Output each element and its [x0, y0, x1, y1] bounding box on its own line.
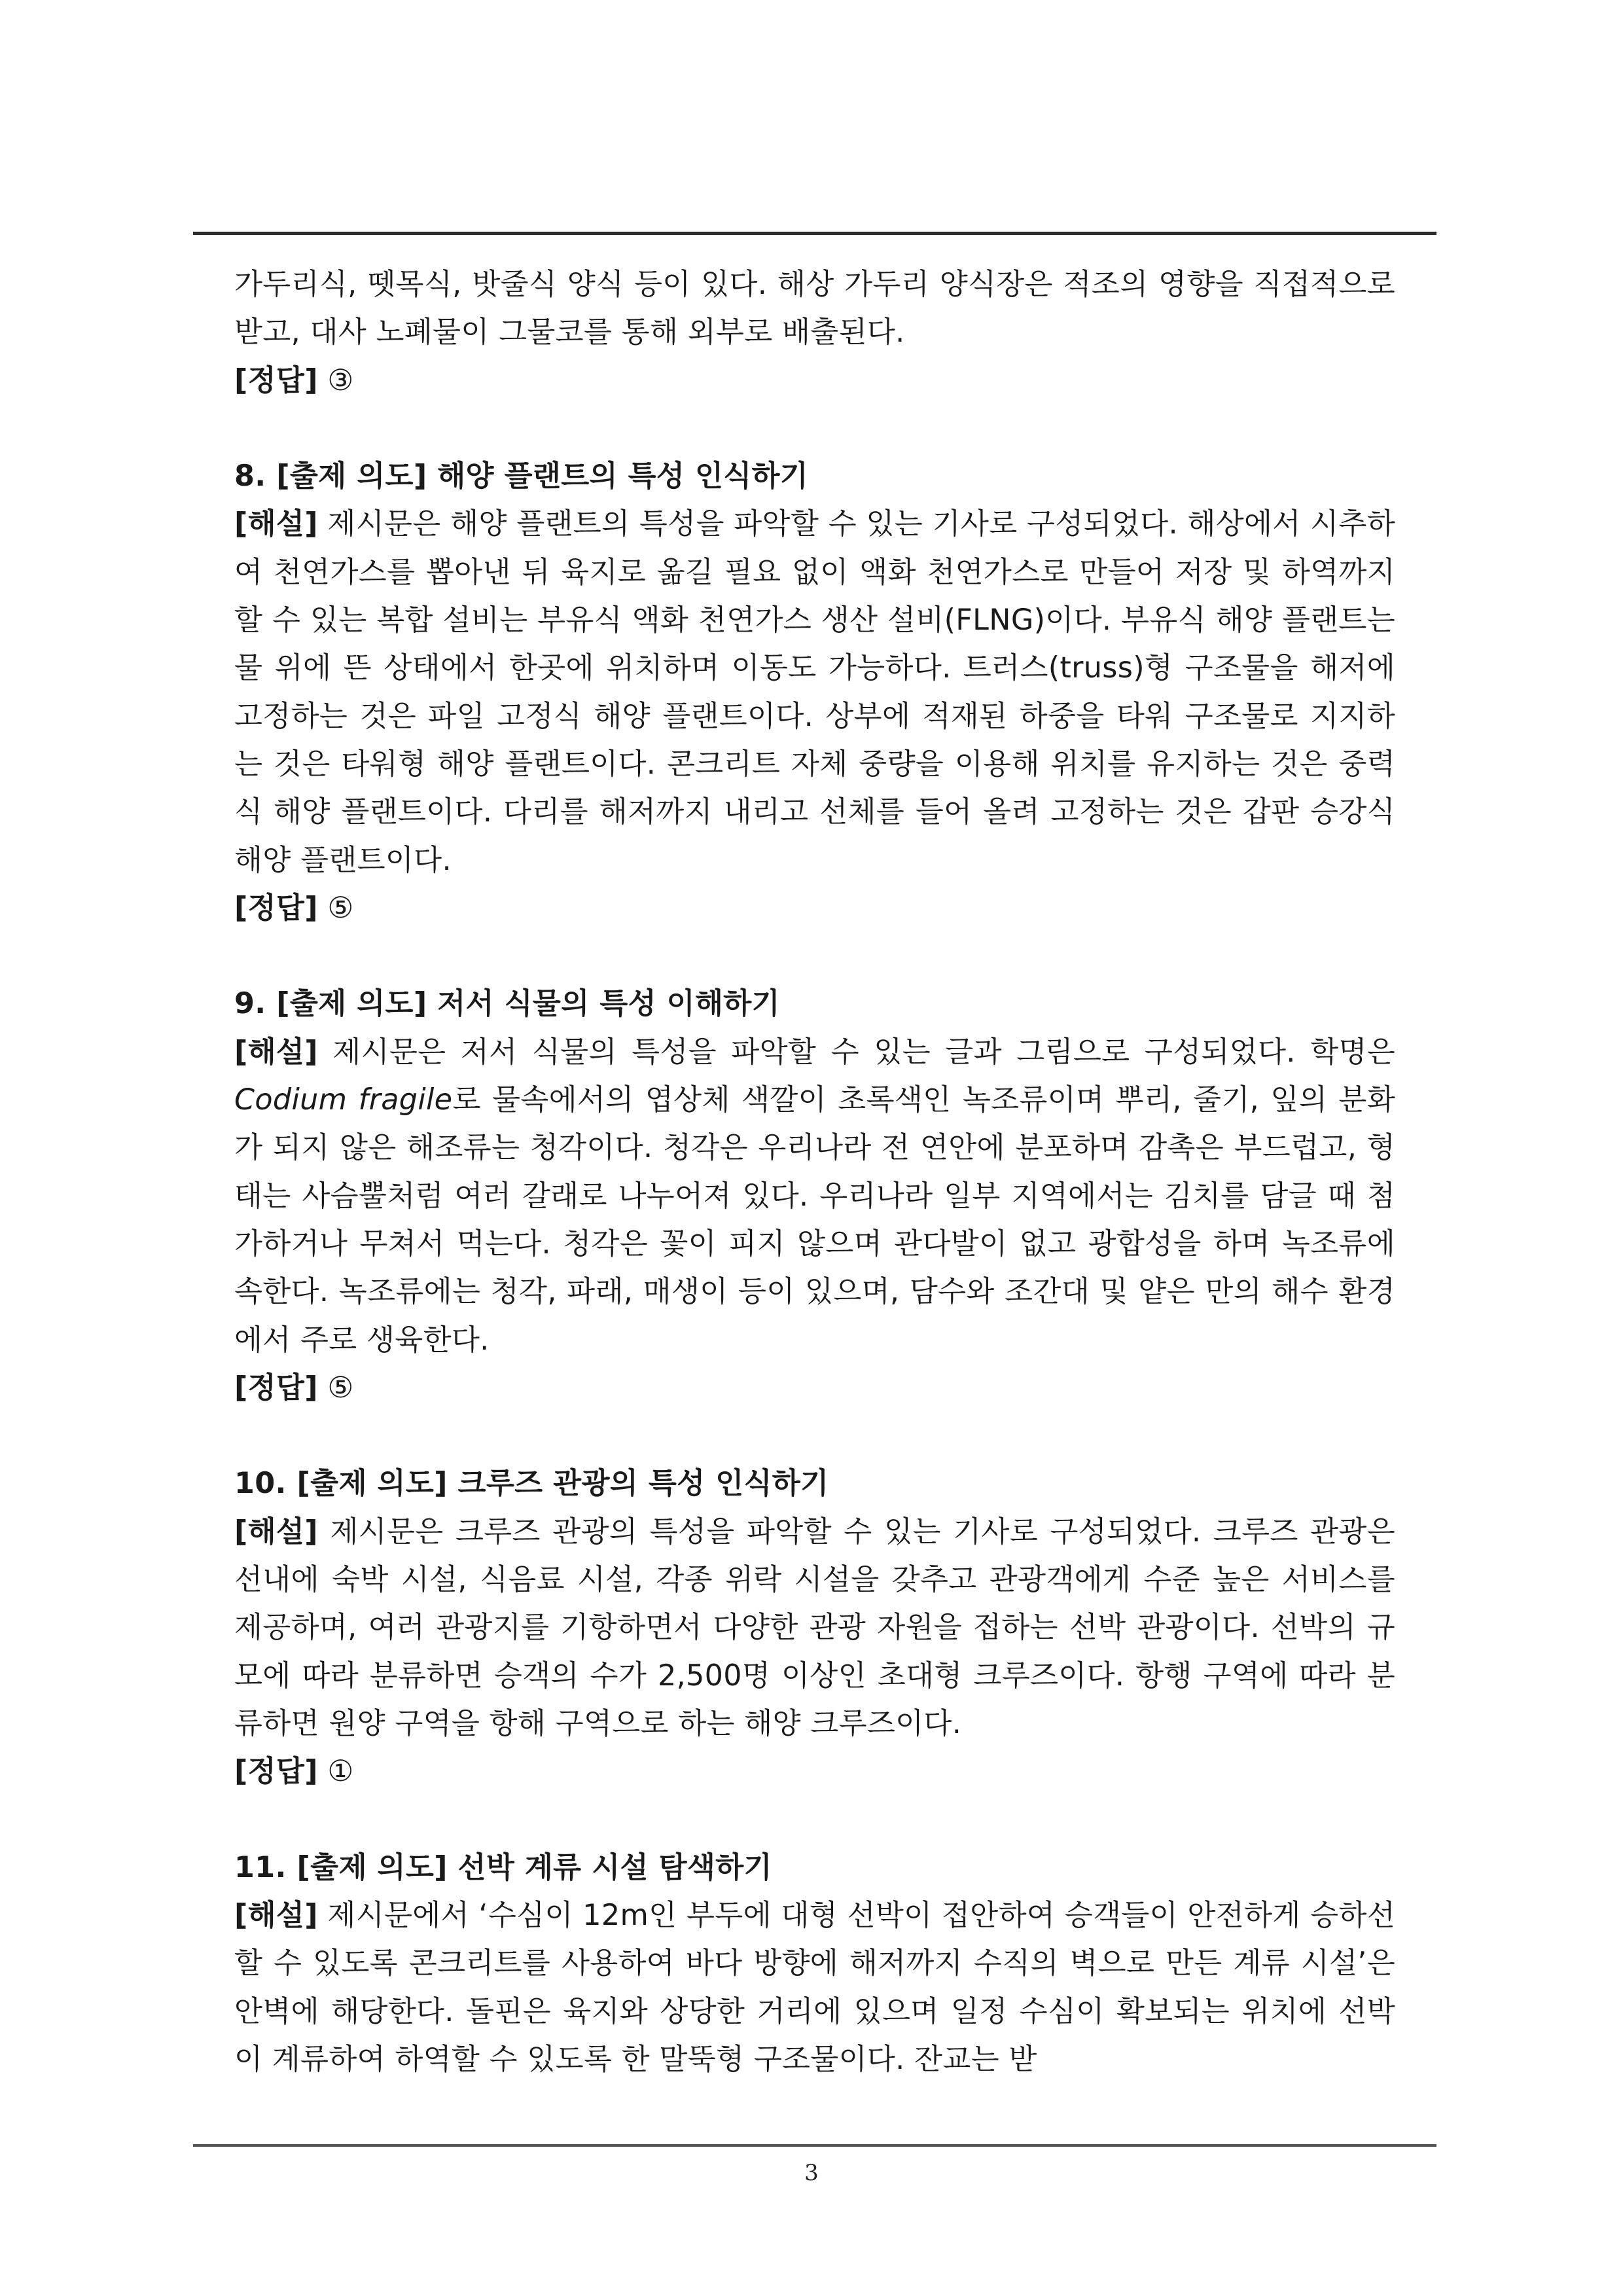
section-answer-10 — [234, 1748, 1395, 1795]
page-number: 3 — [804, 2160, 819, 2186]
scientific-name: Codium fragile — [234, 1083, 453, 1117]
answer-value: ① — [327, 1755, 354, 1789]
explanation-text: 제시문에서 ‘수심이 12m인 부두에 대형 선박이 접안하여 승객들이 안전하게 승하선할 수 있도록 콘크리트를 사용하여 바다 방향에 해저까지 수직의 벽으로 만든 계류 시설’은 안벽에 해당한다. 돌핀은 육지와 상당한 거리에 있으며 일정 수심이 확보되는 위치에 선박이 계류하여 하역할 수 있도록 한 말뚝형 구조물이다. 잔교는 받 — [234, 1899, 1395, 2076]
section-heading-8: 8. [출제 의도] 해양 플랜트의 특성 인식하기 — [234, 459, 809, 493]
page-body — [234, 260, 1395, 2083]
section-explanation-11 — [234, 1892, 1395, 2083]
answer-label: [정답] — [234, 1371, 318, 1405]
section-explanation-8 — [234, 500, 1395, 884]
explanation-label: [해설] — [234, 507, 318, 541]
explanation-label: [해설] — [234, 1515, 318, 1549]
explanation-label: [해설] — [234, 1035, 318, 1069]
section-heading-10: 10. [출제 의도] 크루즈 관광의 특성 인식하기 — [234, 1467, 829, 1501]
answer-value: ⑤ — [327, 891, 354, 925]
explanation-text-post: 로 물속에서의 엽상체 색깔이 초록색인 녹조류이며 뿌리, 줄기, 잎의 분화가 되지 않은 해조류는 청각이다. 청각은 우리나라 전 연안에 분포하며 감촉은 부드럽고, 형태는 사슴뿔처럼 여러 갈래로 나누어져 있다. 우리나라 일부 지역에서는 김치를 담글 때 첨가하거나 무쳐서 먹는다. 청각은 꽃이 피지 않으며 관다발이 없고 광합성을 하며 녹조류에 속한다. 녹조류에는 청각, 파래, 매생이 등이 있으며, 담수와 조간대 및 얕은 만의 해수 환경에서 주로 생육한다. — [234, 1083, 1395, 1357]
intro-answer — [234, 357, 1395, 404]
section-explanation-10 — [234, 1508, 1395, 1748]
header-rule — [193, 232, 1436, 235]
section-explanation-9 — [234, 1028, 1395, 1364]
answer-value: ③ — [327, 363, 354, 397]
explanation-text: 제시문은 크루즈 관광의 특성을 파악할 수 있는 기사로 구성되었다. 크루즈 관광은 선내에 숙박 시설, 식음료 시설, 각종 위락 시설을 갖추고 관광객에게 수준 높은 서비스를 제공하며, 여러 관광지를 기항하면서 다양한 관광 자원을 접하는 선박 관광이다. 선박의 규모에 따라 분류하면 승객의 수가 2,500명 이상인 초대형 크루즈이다. 항행 구역에 따라 분류하면 원양 구역을 항해 구역으로 하는 해양 크루즈이다. — [234, 1515, 1395, 1740]
spacer — [234, 1796, 1395, 1844]
spacer — [234, 1412, 1395, 1460]
answer-value: ⑤ — [327, 1371, 354, 1405]
answer-label: [정답] — [234, 1755, 318, 1789]
explanation-label: [해설] — [234, 1899, 318, 1933]
footer-rule — [193, 2144, 1436, 2147]
section-answer-9 — [234, 1364, 1395, 1412]
answer-label: [정답] — [234, 891, 318, 925]
section-heading-9: 9. [출제 의도] 저서 식물의 특성 이해하기 — [234, 987, 780, 1021]
explanation-text-pre: 제시문은 저서 식물의 특성을 파악할 수 있는 글과 그림으로 구성되었다. 학명은 — [332, 1035, 1395, 1069]
spacer — [234, 932, 1395, 980]
explanation-text: 제시문은 해양 플랜트의 특성을 파악할 수 있는 기사로 구성되었다. 해상에서 시추하여 천연가스를 뽑아낸 뒤 육지로 옮길 필요 없이 액화 천연가스로 만들어 저장 및 하역까지 할 수 있는 복합 설비는 부유식 액화 천연가스 생산 설비(FLNG)이다. 부유식 해양 플랜트는 물 위에 뜬 상태에서 한곳에 위치하며 이동도 가능하다. 트러스(truss)형 구조물을 해저에 고정하는 것은 파일 고정식 해양 플랜트이다. 상부에 적재된 하중을 타워 구조물로 지지하는 것은 타워형 해양 플랜트이다. 콘크리트 자체 중량을 이용해 위치를 유지하는 것은 중력식 해양 플랜트이다. 다리를 해저까지 내리고 선체를 들어 올려 고정하는 것은 갑판 승강식 해양 플랜트이다. — [234, 507, 1395, 877]
intro-paragraph: 가두리식, 뗏목식, 밧줄식 양식 등이 있다. 해상 가두리 양식장은 적조의 영향을 직접적으로 받고, 대사 노폐물이 그물코를 통해 외부로 배출된다. — [234, 268, 1395, 350]
section-answer-8 — [234, 884, 1395, 932]
answer-label: [정답] — [234, 363, 318, 397]
section-heading-11: 11. [출제 의도] 선박 계류 시설 탐색하기 — [234, 1850, 772, 1884]
spacer — [234, 404, 1395, 452]
